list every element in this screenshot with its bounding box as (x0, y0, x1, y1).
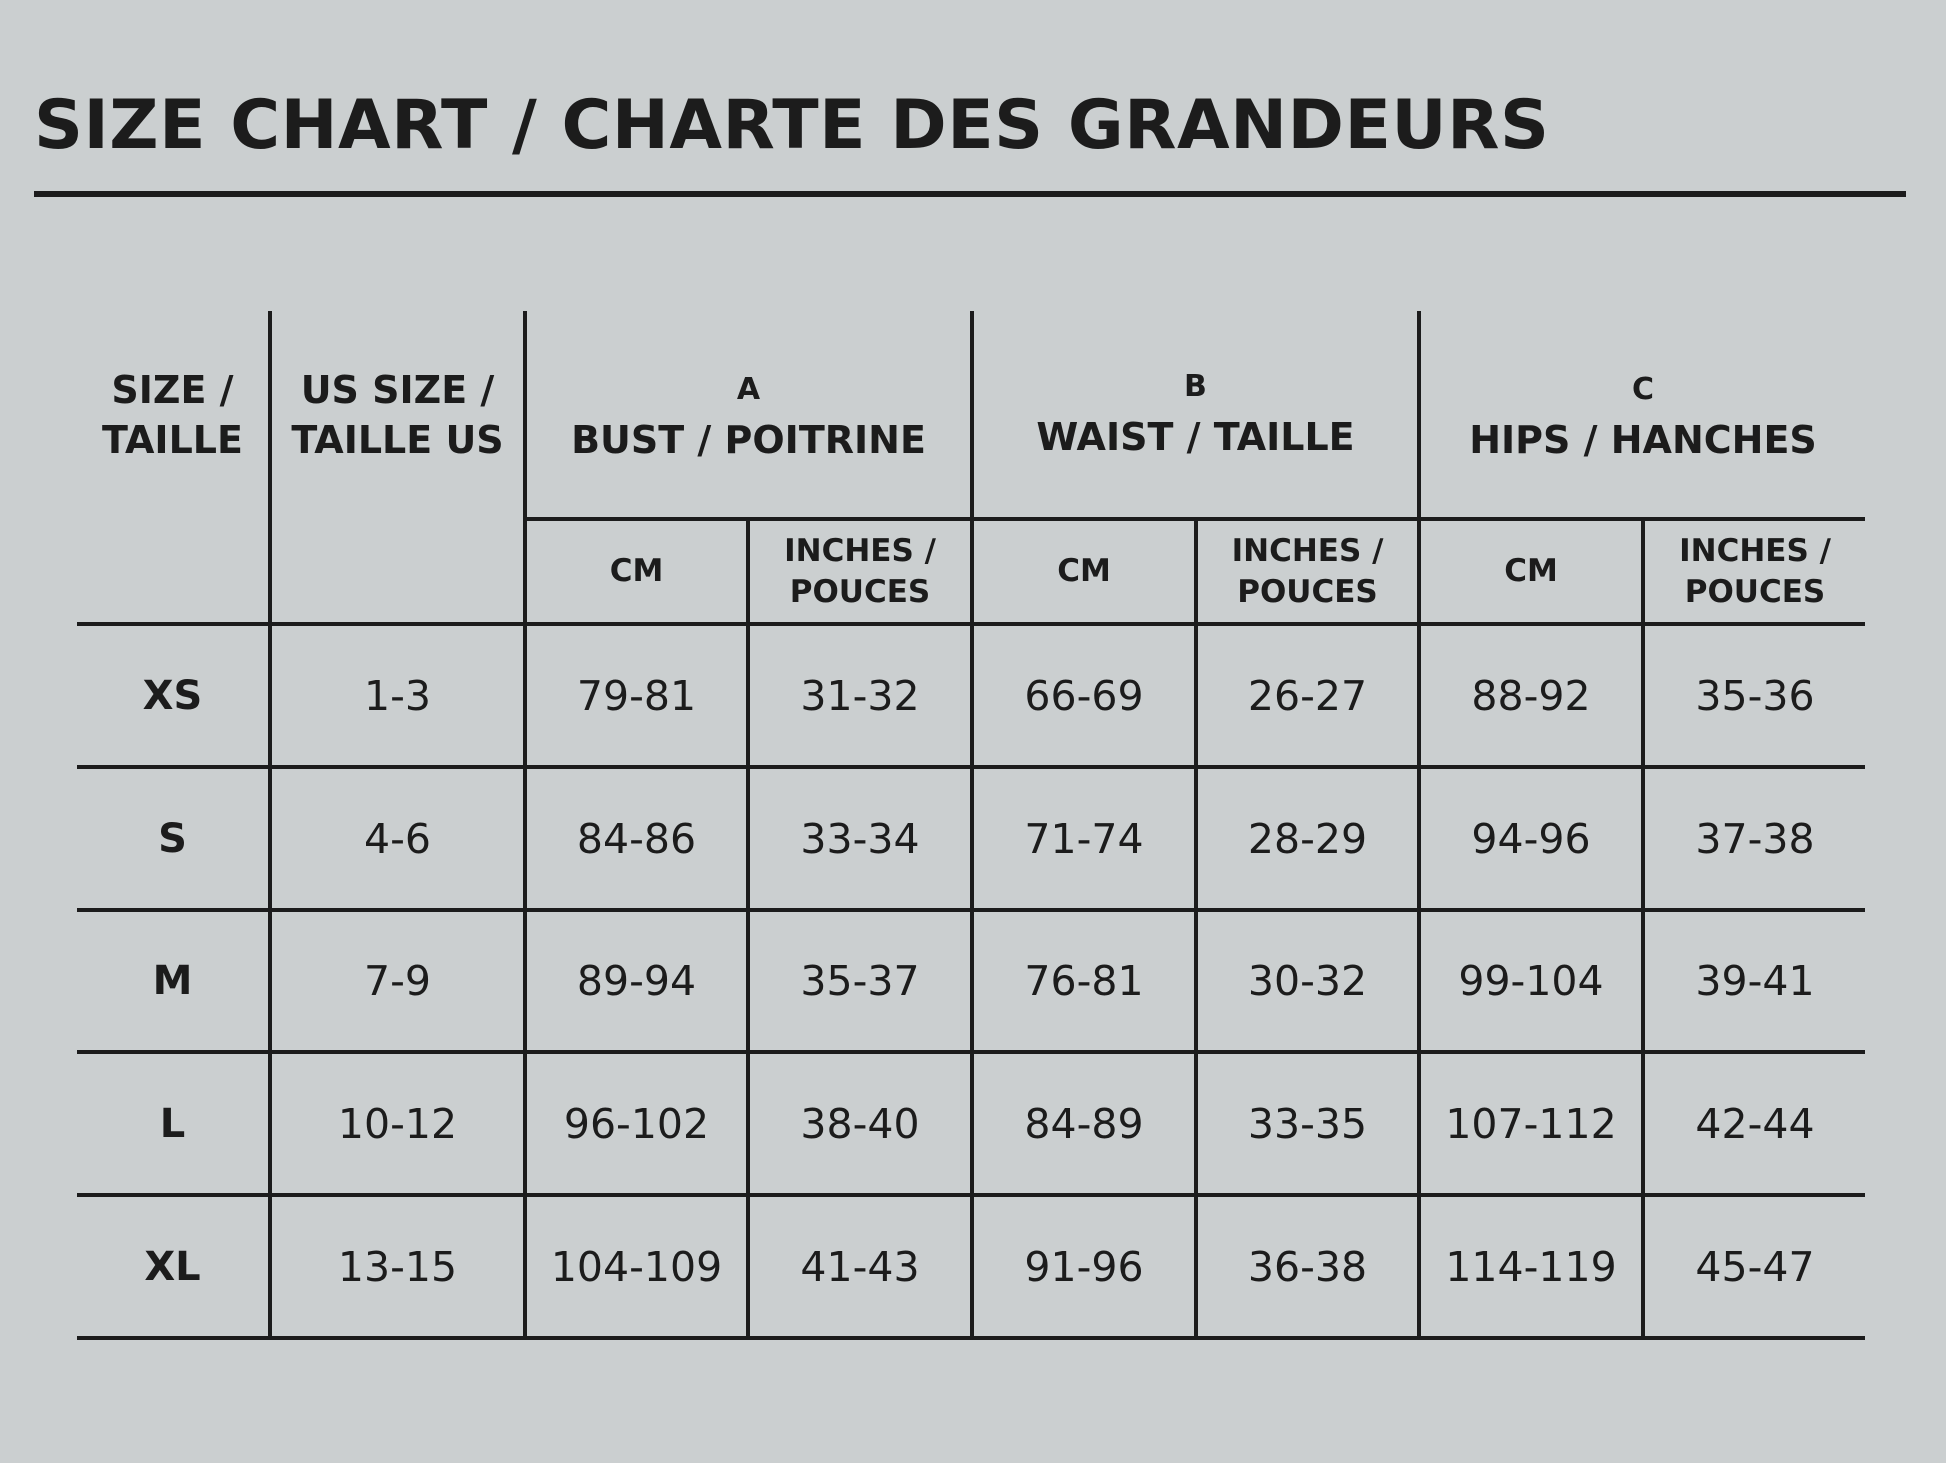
header-bust-label: BUST / POITRINE (571, 418, 926, 463)
subheader-inches-line1: INCHES / (1679, 532, 1831, 569)
header-bust-letter: A (736, 371, 761, 407)
row-us-size: 4-6 (364, 814, 431, 863)
header-size (77, 360, 268, 470)
row-size: L (159, 1100, 186, 1147)
row-waist-inches: 30-32 (1247, 957, 1368, 1005)
row-us-size: 10-12 (337, 1099, 458, 1148)
row-waist-cm: 91-96 (1024, 1242, 1144, 1291)
row-hips-inches: 35-36 (1695, 671, 1815, 720)
row-hips-inches: 37-38 (1695, 814, 1815, 863)
row-bust-cm: 79-81 (576, 671, 697, 720)
page-title: SIZE CHART / CHARTE DES GRANDEURS (34, 86, 1550, 165)
row-us-size: 13-15 (337, 1242, 458, 1291)
row-hips-cm: 99-104 (1458, 957, 1604, 1005)
row-bust-inches: 33-34 (800, 814, 920, 863)
subheader-inches-line2: POUCES (1237, 573, 1378, 610)
header-hips-label: HIPS / HANCHES (1469, 418, 1817, 463)
subheader-inches-line1: INCHES / (784, 532, 936, 569)
row-waist-cm: 84-89 (1024, 1099, 1144, 1148)
row-bust-inches: 31-32 (800, 671, 920, 720)
row-size: XL (144, 1243, 201, 1290)
row-size: S (158, 815, 187, 862)
subheader-bust-cm: CM (609, 553, 664, 590)
row-hips-cm: 94-96 (1471, 814, 1591, 863)
row-us-size: 1-3 (364, 671, 431, 720)
row-waist-cm: 66-69 (1024, 671, 1144, 720)
row-waist-cm: 71-74 (1024, 814, 1144, 863)
row-hips-inches: 42-44 (1695, 1099, 1815, 1148)
header-bust (527, 365, 970, 470)
row-hips-cm: 88-92 (1471, 671, 1591, 720)
grid-hline (77, 1336, 1865, 1340)
header-waist-label: WAIST / TAILLE (1036, 415, 1355, 460)
header-waist-letter: B (1184, 368, 1207, 404)
row-bust-cm: 96-102 (563, 1099, 710, 1148)
header-size-line1: SIZE / (111, 367, 234, 412)
title-divider (34, 191, 1906, 197)
subheader-inches-line1: INCHES / (1231, 532, 1384, 569)
row-waist-inches: 28-29 (1247, 814, 1368, 863)
row-bust-inches: 35-37 (800, 957, 920, 1005)
subheader-hips-cm: CM (1504, 553, 1558, 590)
row-hips-cm: 114-119 (1445, 1242, 1617, 1291)
subheader-inches-line2: POUCES (789, 573, 931, 610)
row-bust-cm: 89-94 (576, 957, 697, 1005)
row-us-size: 7-9 (364, 957, 431, 1005)
subheader-inches-line2: POUCES (1684, 573, 1826, 610)
subheader-bust-inches (750, 521, 970, 622)
subheader-hips-inches (1645, 521, 1865, 622)
header-hips (1421, 365, 1865, 470)
header-size-line2: TAILLE (102, 418, 243, 462)
header-us-size (272, 360, 523, 470)
row-hips-cm: 107-112 (1445, 1099, 1617, 1148)
row-hips-inches: 39-41 (1695, 957, 1815, 1005)
row-size: M (152, 958, 193, 1004)
row-bust-inches: 38-40 (800, 1099, 920, 1148)
row-bust-cm: 104-109 (550, 1242, 723, 1291)
row-size: XS (142, 672, 203, 719)
header-waist (974, 362, 1417, 467)
header-us-size-line1: US SIZE / (300, 367, 495, 412)
row-waist-inches: 33-35 (1247, 1099, 1368, 1148)
subheader-waist-cm: CM (1057, 553, 1111, 590)
row-bust-inches: 41-43 (800, 1242, 920, 1291)
row-waist-cm: 76-81 (1024, 957, 1144, 1005)
row-bust-cm: 84-86 (576, 814, 697, 863)
row-hips-inches: 45-47 (1695, 1242, 1815, 1291)
subheader-waist-inches (1198, 521, 1417, 622)
header-hips-letter: C (1631, 371, 1655, 407)
row-waist-inches: 36-38 (1247, 1242, 1368, 1291)
row-waist-inches: 26-27 (1247, 671, 1368, 720)
header-us-size-line2: TAILLE US (291, 418, 504, 462)
